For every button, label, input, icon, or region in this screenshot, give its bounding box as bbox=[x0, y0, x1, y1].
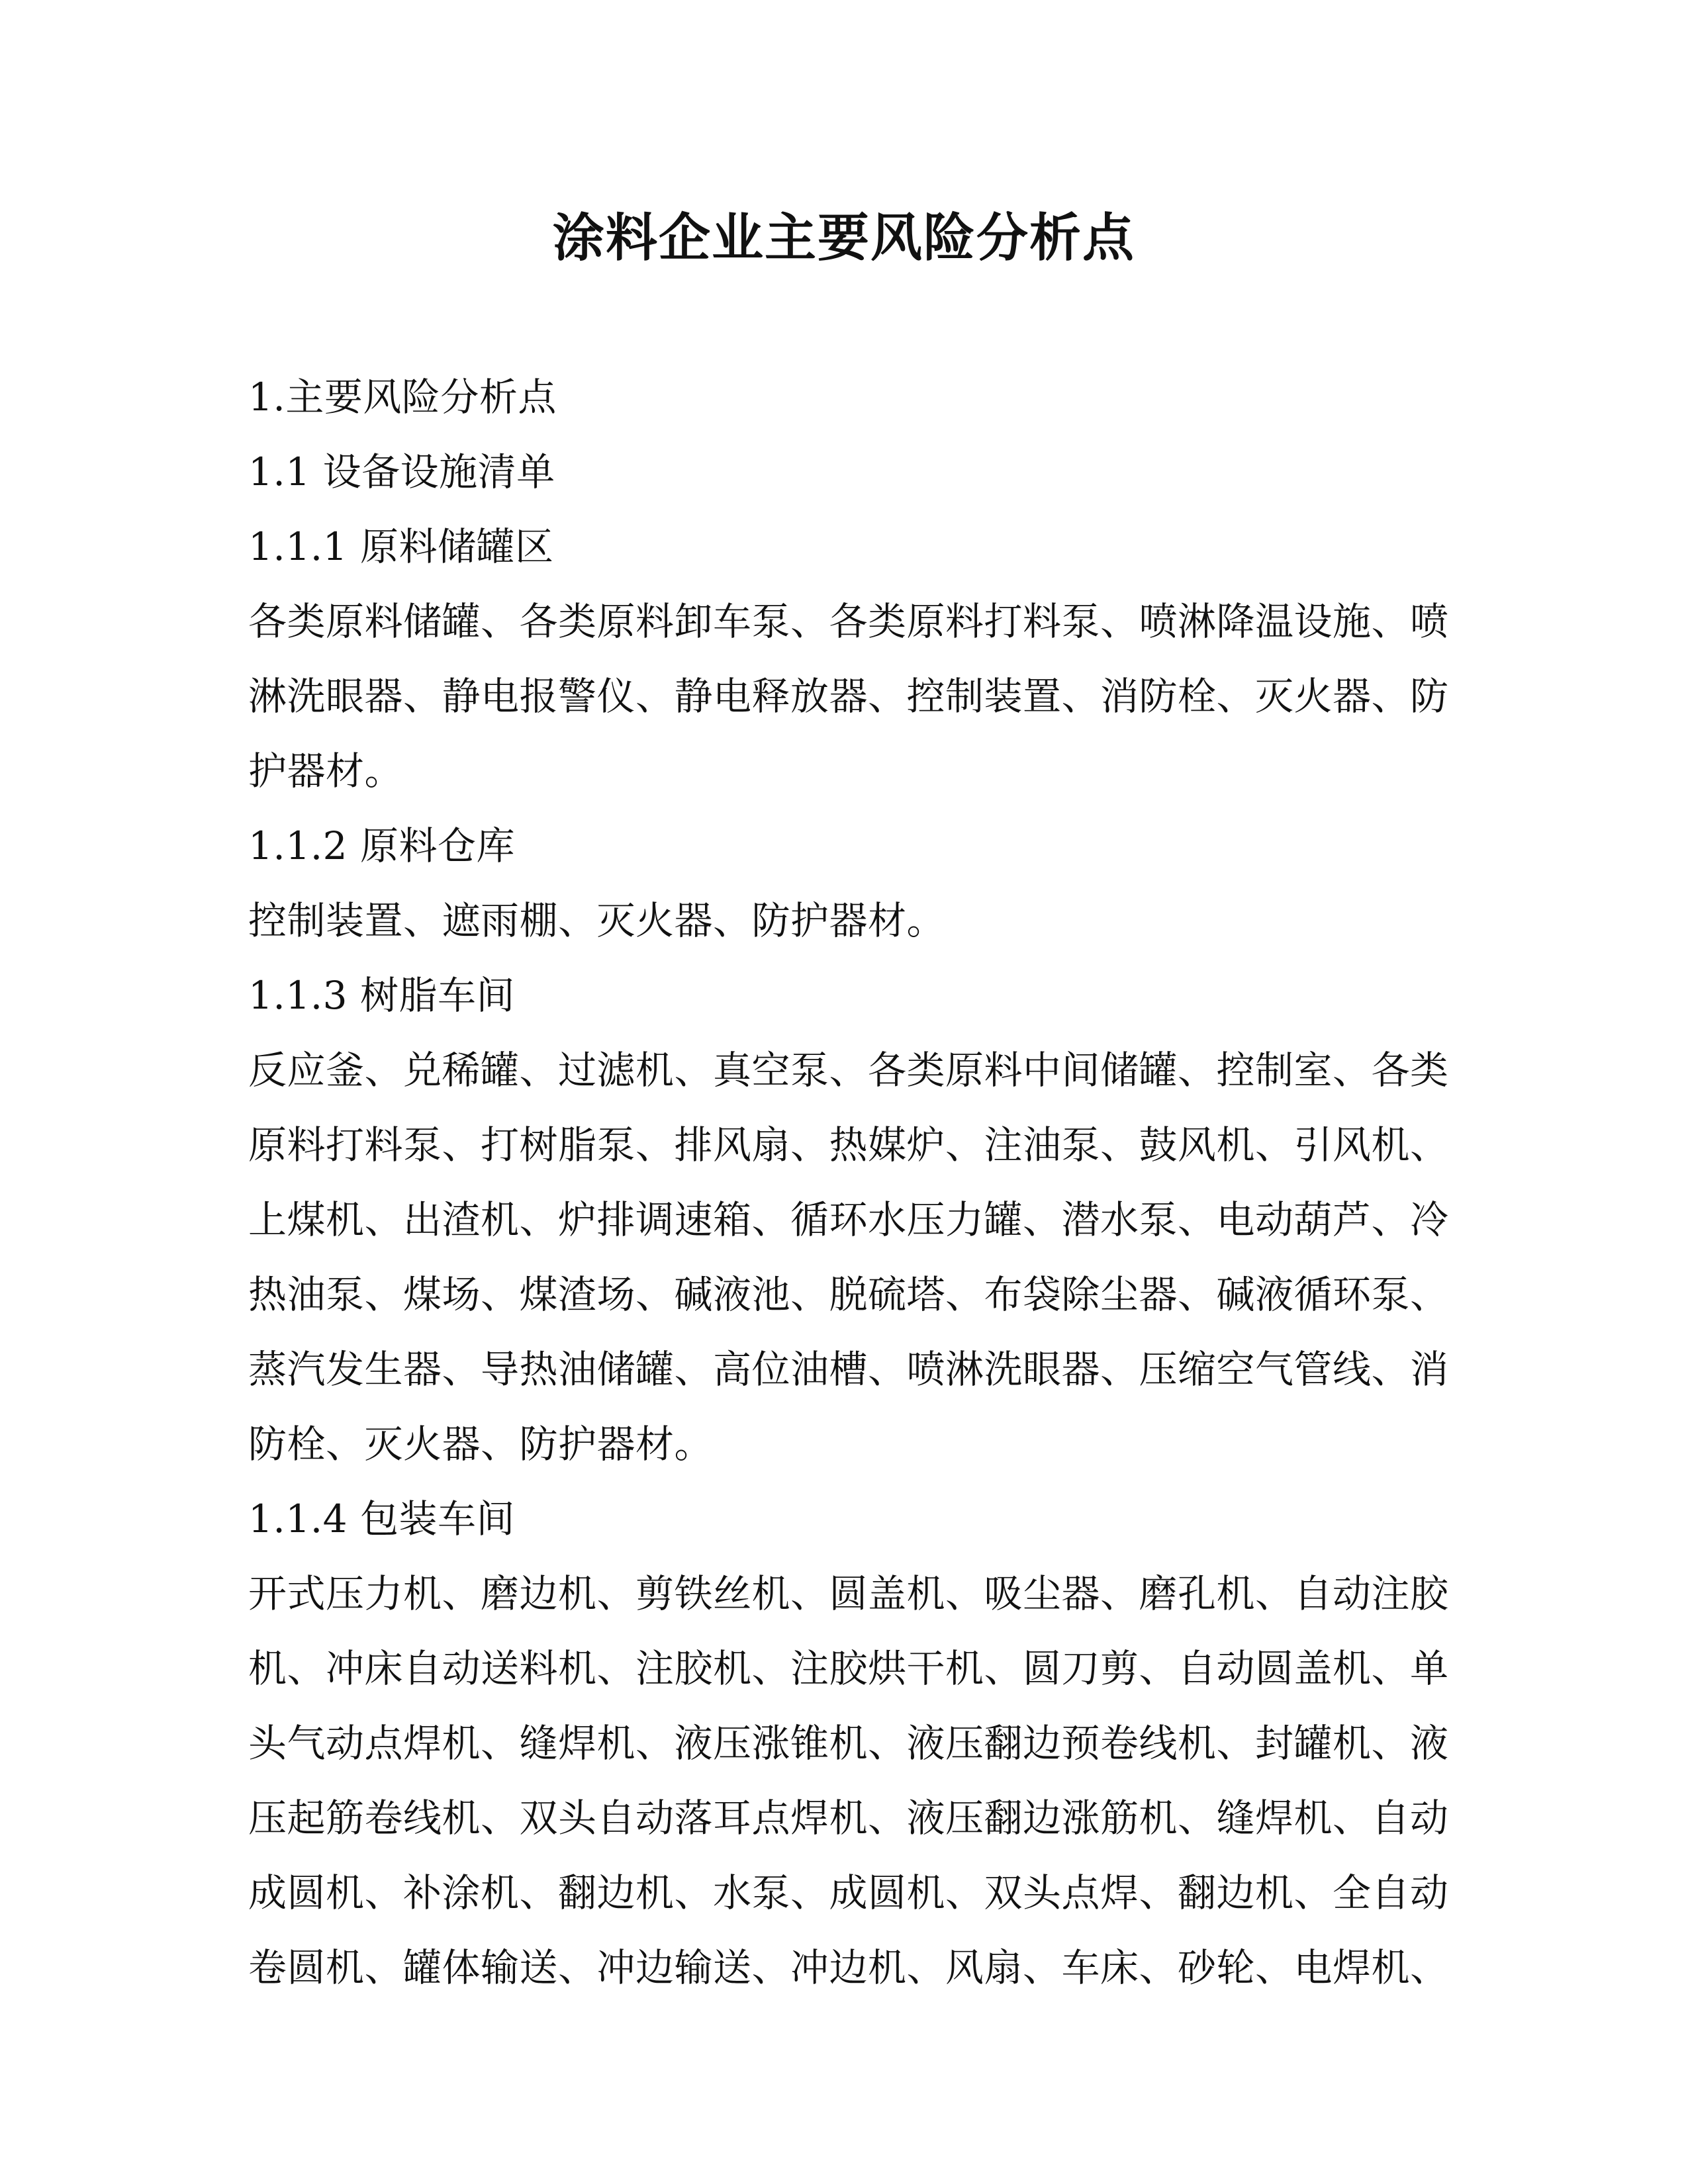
paragraph-line: 开式压力机、磨边机、剪铁丝机、圆盖机、吸尘器、磨孔机、自动注胶 bbox=[248, 1571, 1449, 1616]
paragraph-line: 上煤机、出渣机、炉排调速箱、循环水压力罐、潜水泵、电动葫芦、冷 bbox=[248, 1197, 1449, 1242]
subsection-heading-raw-material-warehouse: 1.1.2 原料仓库 bbox=[248, 823, 516, 868]
paragraph-raw-material-tank-area bbox=[248, 584, 1449, 809]
subsection-heading-resin-workshop: 1.1.3 树脂车间 bbox=[248, 973, 516, 1018]
subsection-heading-packaging-workshop: 1.1.4 包装车间 bbox=[248, 1496, 516, 1541]
paragraph-line: 压起筋卷线机、双头自动落耳点焊机、液压翻边涨筋机、缝焊机、自动 bbox=[248, 1796, 1449, 1841]
document-body bbox=[248, 360, 1449, 2005]
paragraph-line: 反应釜、兑稀罐、过滤机、真空泵、各类原料中间储罐、控制室、各类 bbox=[248, 1048, 1449, 1093]
paragraph-line: 头气动点焊机、缝焊机、液压涨锥机、液压翻边预卷线机、封罐机、液 bbox=[248, 1721, 1449, 1766]
document-title: 涂料企业主要风险分析点 bbox=[552, 208, 1135, 268]
paragraph-line: 护器材。 bbox=[248, 749, 404, 794]
paragraph-line: 原料打料泵、打树脂泵、排风扇、热媒炉、注油泵、鼓风机、引风机、 bbox=[248, 1122, 1449, 1167]
paragraph-raw-material-warehouse bbox=[248, 884, 1446, 958]
section-heading-1: 1.主要风险分析点 bbox=[248, 375, 557, 420]
paragraph-line: 防栓、灭火器、防护器材。 bbox=[248, 1422, 714, 1467]
paragraph-packaging-workshop bbox=[248, 1557, 1449, 2005]
paragraph-line: 蒸汽发生器、导热油储罐、高位油槽、喷淋洗眼器、压缩空气管线、消 bbox=[248, 1347, 1449, 1392]
paragraph-line: 卷圆机、罐体输送、冲边输送、冲边机、风扇、车床、砂轮、电焊机、 bbox=[248, 1945, 1449, 1990]
paragraph-line: 淋洗眼器、静电报警仪、静电释放器、控制装置、消防栓、灭火器、防 bbox=[248, 674, 1449, 719]
paragraph-line: 机、冲床自动送料机、注胶机、注胶烘干机、圆刀剪、自动圆盖机、单 bbox=[248, 1646, 1449, 1691]
paragraph-line: 控制装置、遮雨棚、灭火器、防护器材。 bbox=[248, 898, 946, 943]
subsection-heading-raw-material-tank-area: 1.1.1 原料储罐区 bbox=[248, 524, 554, 569]
paragraph-resin-workshop bbox=[248, 1033, 1449, 1482]
paragraph-line: 热油泵、煤场、煤渣场、碱液池、脱硫塔、布袋除尘器、碱液循环泵、 bbox=[248, 1272, 1449, 1317]
paragraph-line: 各类原料储罐、各类原料卸车泵、各类原料打料泵、喷淋降温设施、喷 bbox=[248, 599, 1449, 644]
paragraph-line: 成圆机、补涂机、翻边机、水泵、成圆机、双头点焊、翻边机、全自动 bbox=[248, 1870, 1449, 1915]
section-heading-1-1: 1.1 设备设施清单 bbox=[248, 449, 555, 494]
